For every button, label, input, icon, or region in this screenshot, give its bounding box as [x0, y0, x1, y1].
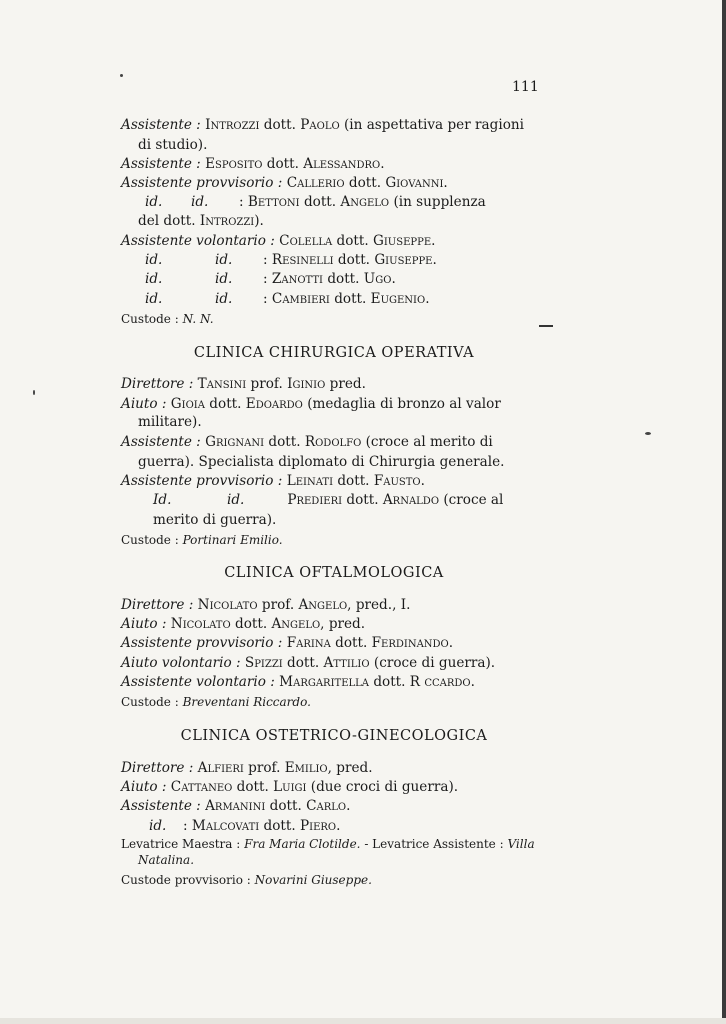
- role-label: Assistente provvisorio :: [121, 473, 283, 489]
- surname: Cambieri: [271, 291, 330, 307]
- entry-line: id. id. : Bettoni dott. Angelo (in supplenza: [121, 193, 486, 211]
- surname: Cattaneo: [170, 779, 233, 795]
- section-heading: CLINICA OSTETRICO-GINECOLOGICA: [180, 728, 488, 744]
- role-label: Aiuto :: [121, 396, 167, 412]
- first-name: Luigi: [273, 779, 307, 795]
- first-name: Giuseppe: [373, 233, 432, 249]
- role-label: Aiuto :: [121, 616, 167, 632]
- entry-line: Assistente : Grignani dott. Rodolfo (croce al merito di: [121, 434, 493, 450]
- custode-name: Breventani Riccardo.: [182, 695, 311, 709]
- entry-line: Aiuto : Cattaneo dott. Luigi (due croci di guerra).: [121, 779, 459, 795]
- first-name: Rodolfo: [304, 434, 362, 450]
- custode-name: Portinari Emilio.: [182, 533, 283, 547]
- custode-line: Custode provvisorio : Novarini Giuseppe.: [121, 873, 372, 887]
- surname: Gioia: [170, 396, 205, 412]
- custode-line: Custode : Portinari Emilio.: [121, 533, 283, 547]
- speck: [645, 432, 651, 435]
- surname: Malcovati: [191, 818, 260, 834]
- first-name: Angelo: [298, 597, 348, 613]
- custode-line: Custode : N. N.: [121, 312, 214, 326]
- role-label: id.: [145, 271, 163, 287]
- entry-continuation: guerra). Specialista diplomato di Chirurgia generale.: [138, 454, 505, 470]
- first-name: Edoardo: [245, 396, 303, 412]
- surname: Colella: [279, 233, 333, 249]
- role-label: Aiuto :: [121, 779, 167, 795]
- entry-line: Assistente volontario : Margaritella dott. R ccardo.: [121, 674, 475, 690]
- first-name: Attilio: [323, 655, 370, 671]
- entry-line: Aiuto : Gioia dott. Edoardo (medaglia di bronzo al valor: [121, 396, 501, 412]
- page-edge: [722, 0, 726, 1024]
- first-name: Piero: [300, 818, 337, 834]
- levatrice-line: Levatrice Maestra : Fra Maria Clotilde. - Levatrice Assistente : Villa: [121, 837, 535, 851]
- section-heading: CLINICA CHIRURGICA OPERATIVA: [193, 345, 475, 361]
- entry-line: Assistente provvisorio : Callerio dott. Giovanni.: [121, 175, 448, 191]
- entry-line: Direttore : Nicolato prof. Angelo, pred., I.: [121, 597, 411, 613]
- surname: Leinati: [286, 473, 334, 489]
- first-name: Fausto: [373, 473, 421, 489]
- role-label: id.: [145, 194, 163, 210]
- entry-line: id. id. : Resinelli dott. Giuseppe.: [121, 251, 437, 269]
- first-name: Arnaldo: [382, 492, 440, 508]
- surname: Spizzi: [244, 655, 283, 671]
- entry-line: Direttore : Alfieri prof. Emilio, pred.: [121, 760, 373, 776]
- role-label: Aiuto volontario :: [121, 655, 241, 671]
- entry-continuation: del dott. Introzzi).: [138, 213, 264, 229]
- first-name: Ugo: [363, 271, 392, 287]
- role-label: Assistente :: [121, 434, 201, 450]
- surname: Tansini: [197, 376, 247, 392]
- entry-line: Aiuto : Nicolato dott. Angelo, pred.: [121, 616, 366, 632]
- surname: Introzzi: [205, 117, 260, 133]
- surname: Armanini: [205, 798, 266, 814]
- role-label: Assistente :: [121, 798, 201, 814]
- first-name: Giuseppe: [374, 252, 433, 268]
- custode-name: Novarini Giuseppe.: [254, 873, 372, 887]
- first-name: Eugenio: [370, 291, 426, 307]
- surname: Bettoni: [247, 194, 300, 210]
- role-label: Assistente volontario :: [121, 674, 275, 690]
- entry-line: Aiuto volontario : Spizzi dott. Attilio (croce di guerra).: [121, 655, 496, 671]
- surname: Grignani: [205, 434, 265, 450]
- first-name: Ferdinando: [371, 635, 449, 651]
- speck: [120, 74, 123, 77]
- first-name: Angelo: [340, 194, 390, 210]
- surname: Callerio: [286, 175, 345, 191]
- page-number: 111: [512, 79, 539, 95]
- role-label: id.: [145, 252, 163, 268]
- role-label: Assistente volontario :: [121, 233, 275, 249]
- entry-line: Assistente : Introzzi dott. Paolo (in aspettativa per ragioni: [121, 117, 524, 133]
- first-name: Angelo: [271, 616, 321, 632]
- section-heading: CLINICA OFTALMOLOGICA: [224, 565, 444, 581]
- page-bottom-margin: [0, 1018, 726, 1024]
- dash-mark: [539, 325, 553, 327]
- role-label: Direttore :: [121, 597, 194, 613]
- role-label: Assistente :: [121, 117, 201, 133]
- first-name: Paolo: [300, 117, 340, 133]
- custode-line: Custode : Breventani Riccardo.: [121, 695, 311, 709]
- entry-line: Assistente provvisorio : Farina dott. Ferdinando.: [121, 635, 454, 651]
- entry-continuation: militare).: [138, 414, 202, 430]
- entry-line: id. id. : Cambieri dott. Eugenio.: [121, 290, 430, 308]
- entry-line: Assistente : Esposito dott. Alessandro.: [121, 156, 385, 172]
- first-name: R ccardo: [409, 674, 471, 690]
- entry-line: Assistente volontario : Colella dott. Giuseppe.: [121, 233, 436, 249]
- surname: Farina: [286, 635, 331, 651]
- surname: Alfieri: [197, 760, 244, 776]
- role-label: Direttore :: [121, 760, 194, 776]
- first-name: Carlo: [306, 798, 347, 814]
- surname: Nicolato: [197, 597, 258, 613]
- entry-line: id. : Malcovati dott. Piero.: [121, 817, 340, 835]
- role-label: id.: [149, 818, 167, 834]
- entry-line: id. id. : Zanotti dott. Ugo.: [121, 270, 396, 288]
- entry-line: Assistente provvisorio : Leinati dott. Fausto.: [121, 473, 425, 489]
- levatrice-continuation: Natalina.: [138, 853, 195, 867]
- entry-line: Assistente : Armanini dott. Carlo.: [121, 798, 351, 814]
- speck: [33, 390, 35, 395]
- role-label: Assistente provvisorio :: [121, 635, 283, 651]
- entry-continuation: di studio).: [138, 137, 208, 153]
- first-name: Alessandro: [303, 156, 381, 172]
- first-name: Giovanni: [385, 175, 444, 191]
- role-label: Assistente provvisorio :: [121, 175, 283, 191]
- role-label: Id.: [153, 492, 172, 508]
- role-label: Direttore :: [121, 376, 194, 392]
- first-name: Iginio: [287, 376, 326, 392]
- entry-line: Id. id. Predieri dott. Arnaldo (croce al: [121, 491, 503, 509]
- surname: Zanotti: [271, 271, 324, 287]
- entry-continuation: merito di guerra).: [153, 512, 277, 528]
- surname: Nicolato: [170, 616, 231, 632]
- custode-name: N. N.: [182, 312, 214, 326]
- entry-line: Direttore : Tansini prof. Iginio pred.: [121, 376, 366, 392]
- role-label: id.: [145, 291, 163, 307]
- surname: Resinelli: [271, 252, 334, 268]
- first-name: Emilio: [284, 760, 328, 776]
- surname: Esposito: [205, 156, 263, 172]
- surname: Margaritella: [279, 674, 370, 690]
- surname: Predieri: [287, 492, 343, 508]
- role-label: Assistente :: [121, 156, 201, 172]
